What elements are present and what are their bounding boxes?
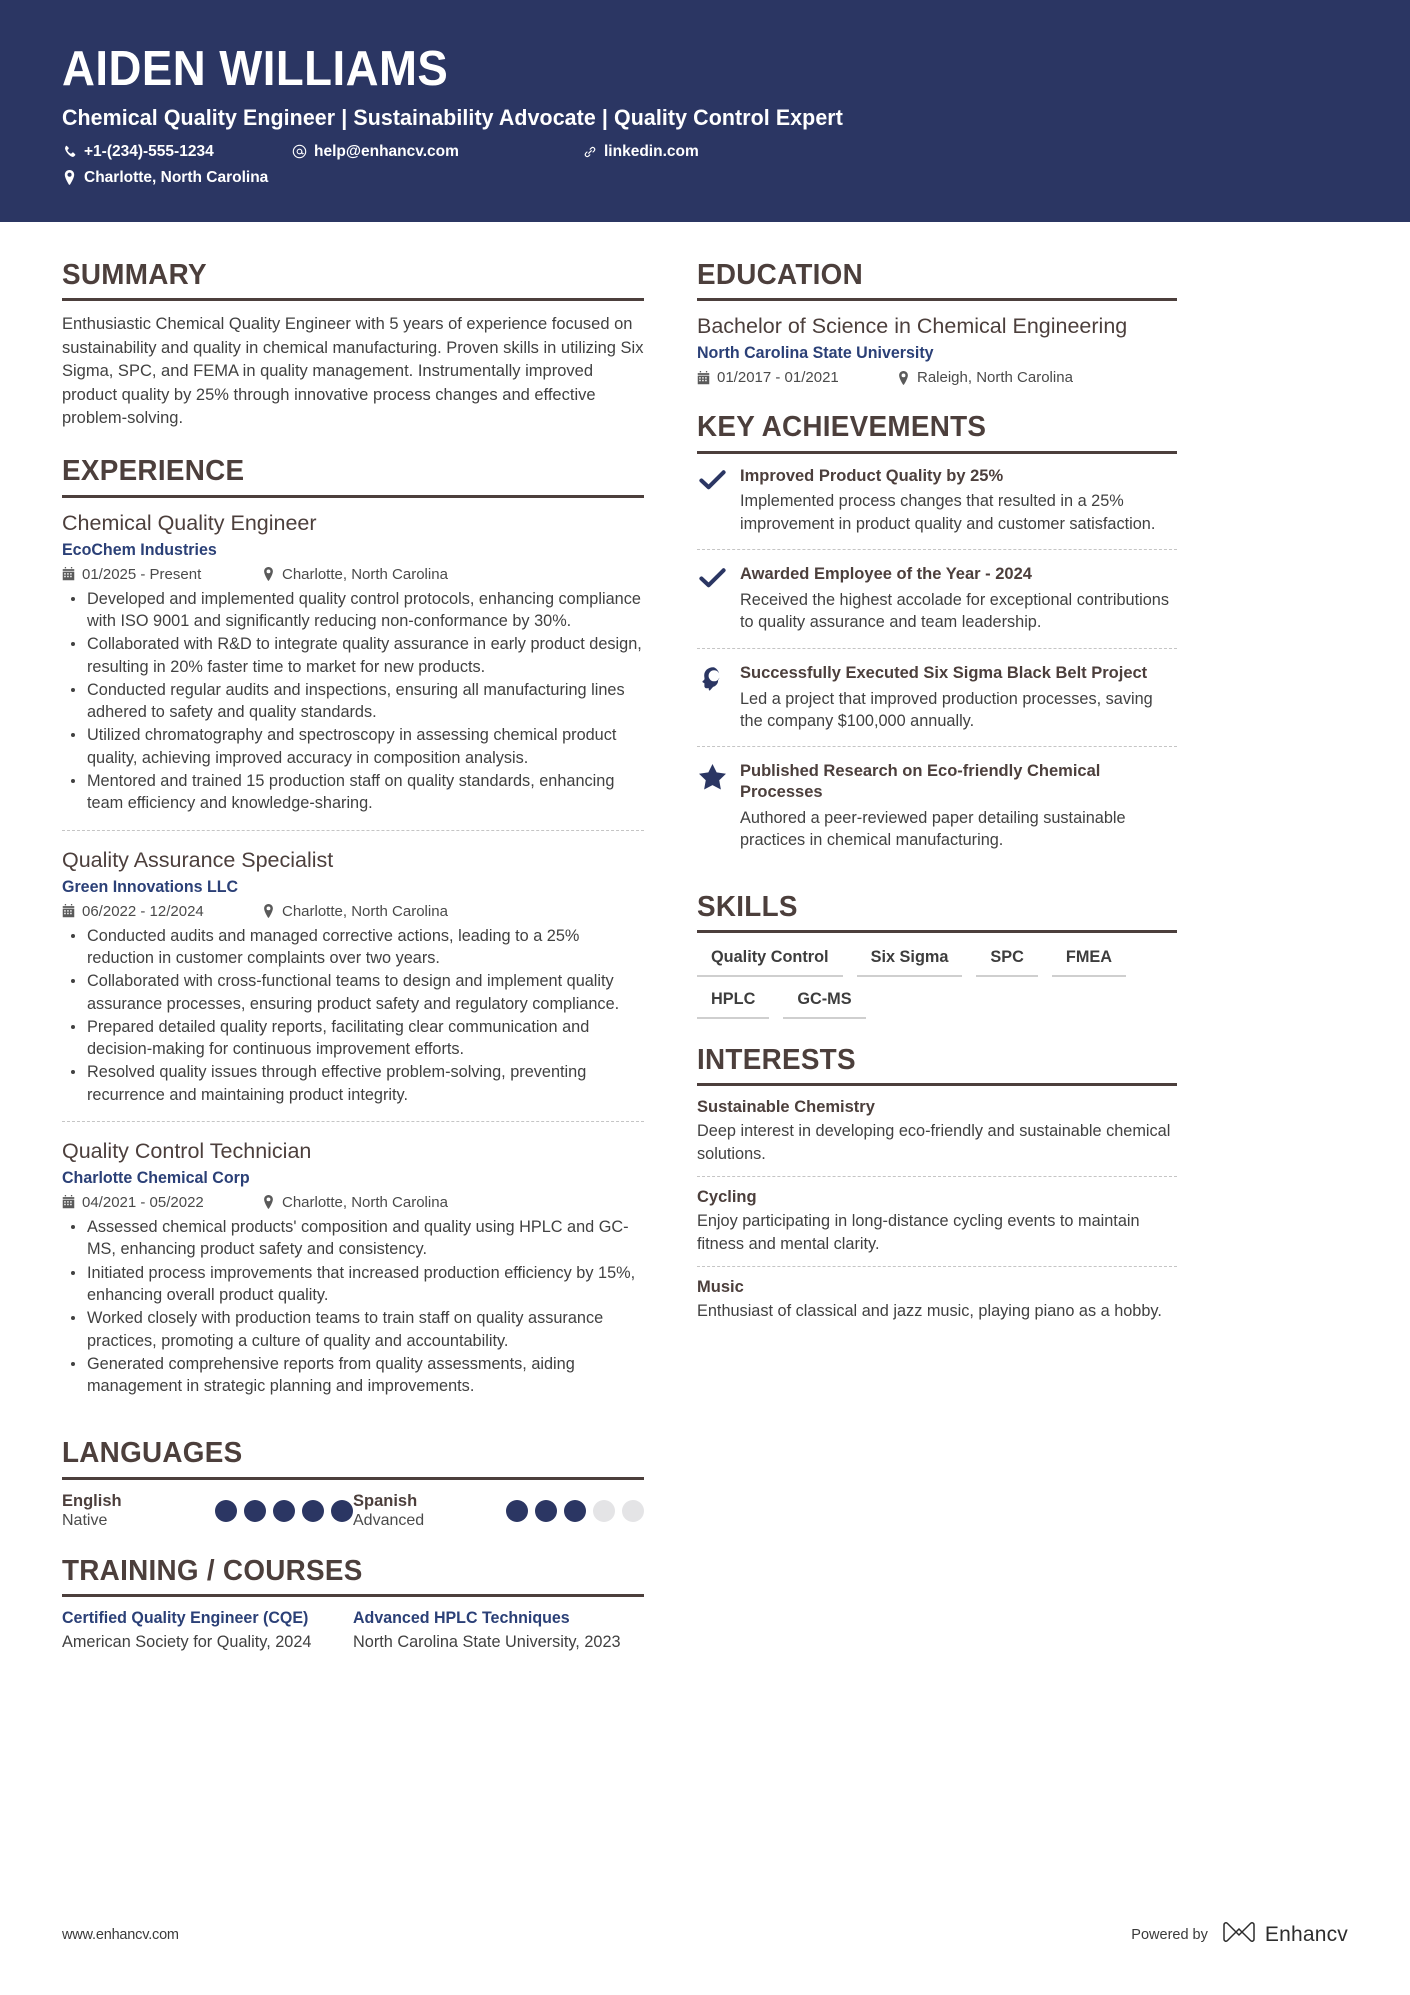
page-title: AIDEN WILLIAMS: [62, 42, 449, 96]
experience-bullet: Worked closely with production teams to train staff on quality assurance practices, promoting a culture of quality and accountability.: [62, 1307, 644, 1352]
experience-heading: EXPERIENCE: [62, 455, 245, 488]
experience-bullet: Generated comprehensive reports from quality assessments, aiding management in strategic planning and improvements.: [62, 1353, 644, 1398]
achievement-description: Implemented process changes that resulted in a 25% improvement in product quality and customer satisfaction.: [740, 492, 1156, 533]
achievement-body: [740, 466, 1177, 536]
job-meta: [62, 566, 644, 583]
education-list: [697, 313, 1177, 386]
education-entry: [697, 313, 1177, 386]
job-location: [262, 566, 448, 583]
job-meta: [62, 903, 644, 920]
education-location: [897, 369, 1073, 386]
experience-bullet: Conducted audits and managed corrective actions, leading to a 25% reduction in customer complaints over two years.: [62, 925, 644, 970]
job-company: EcoChem Industries: [62, 540, 217, 559]
job-location-value: Charlotte, North Carolina: [282, 902, 448, 920]
link-icon: [582, 144, 597, 159]
training-name: Certified Quality Engineer (CQE): [62, 1609, 309, 1628]
achievement-body: [740, 761, 1177, 851]
section-divider: [62, 298, 644, 301]
skill-chip: FMEA: [1052, 945, 1126, 977]
footer-url[interactable]: www.enhancv.com: [62, 1926, 179, 1943]
job-dates-value: 06/2022 - 12/2024: [82, 902, 204, 920]
contact-row-secondary: [62, 169, 1348, 187]
resume-header: [0, 0, 1410, 222]
proficiency-dot: [215, 1500, 237, 1522]
language-info: [353, 1492, 506, 1530]
job-dates: [62, 1194, 262, 1211]
section-achievements: [697, 412, 1177, 865]
achievement-entry: [697, 466, 1177, 550]
job-dates: [62, 903, 262, 920]
professional-headline: Chemical Quality Engineer | Sustainability Advocate | Quality Control Expert: [62, 104, 843, 130]
star-icon: [697, 761, 727, 851]
skill-chip: GC-MS: [783, 987, 865, 1019]
interest-name: Sustainable Chemistry: [697, 1098, 875, 1117]
interests-list: [697, 1098, 1177, 1333]
location-pin-icon: [897, 371, 910, 385]
location-icon: [62, 170, 77, 185]
enhancv-wordmark: Enhancv: [1264, 1922, 1348, 1946]
skills-heading: SKILLS: [697, 890, 798, 923]
contact-email-value: help@enhancv.com: [314, 142, 459, 160]
proficiency-dot: [331, 1500, 353, 1522]
language-entry: [62, 1492, 353, 1530]
training-provider: American Society for Quality, 2024: [62, 1633, 312, 1652]
check-icon: [697, 564, 727, 634]
achievement-entry: [697, 549, 1177, 648]
section-divider: [62, 1594, 644, 1597]
contact-location-value: Charlotte, North Carolina: [84, 168, 269, 186]
resume-body: [0, 222, 1410, 1678]
section-divider: [697, 930, 1177, 933]
proficiency-dot: [273, 1500, 295, 1522]
phone-icon: [62, 144, 77, 159]
languages-list: [62, 1492, 644, 1530]
right-column: [672, 222, 1177, 1678]
achievement-description: Authored a peer-reviewed paper detailing sustainable practices in chemical manufacturing.: [740, 808, 1126, 850]
contact-linkedin-value: linkedin.com: [604, 142, 699, 160]
achievement-body: [740, 663, 1177, 733]
language-name: English: [62, 1491, 122, 1510]
achievement-description: Led a project that improved production processes, saving the company $100,000 annually.: [740, 689, 1153, 730]
section-experience: [62, 456, 644, 1412]
job-location: [262, 1194, 448, 1211]
section-divider: [62, 495, 644, 498]
section-skills: [697, 892, 1177, 1019]
proficiency-dot: [622, 1500, 644, 1522]
language-level: Advanced: [353, 1511, 425, 1529]
language-rating: [215, 1500, 353, 1522]
interest-name: Music: [697, 1278, 744, 1297]
skill-chip: HPLC: [697, 987, 769, 1019]
check-icon: [697, 466, 727, 536]
interest-name: Cycling: [697, 1188, 757, 1207]
experience-bullet: Prepared detailed quality reports, facilitating clear communication and decision-making for continuous improvement efforts.: [62, 1016, 644, 1061]
calendar-icon: [697, 371, 710, 385]
interest-entry: [697, 1098, 1177, 1176]
contact-linkedin[interactable]: [582, 143, 699, 161]
achievement-title: Published Research on Eco-friendly Chemical Processes: [740, 762, 1101, 802]
achievement-title: Improved Product Quality by 25%: [740, 466, 1004, 485]
experience-bullet: Collaborated with R&D to integrate quality assurance in early product design, resulting in 20% faster time to market for new products.: [62, 633, 644, 678]
section-summary: [62, 260, 644, 430]
job-role: Quality Control Technician: [62, 1139, 312, 1164]
achievement-body: [740, 564, 1177, 634]
job-company: Charlotte Chemical Corp: [62, 1168, 250, 1187]
interest-entry: [697, 1176, 1177, 1266]
proficiency-dot: [244, 1500, 266, 1522]
skill-chip: SPC: [976, 945, 1037, 977]
interests-heading: INTERESTS: [697, 1044, 856, 1077]
language-entry: [353, 1492, 644, 1530]
achievement-title: Successfully Executed Six Sigma Black Belt Project: [740, 663, 1148, 682]
summary-heading: SUMMARY: [62, 259, 207, 291]
job-location-value: Charlotte, North Carolina: [282, 1193, 448, 1211]
location-pin-icon: [262, 567, 275, 581]
calendar-icon: [62, 904, 75, 918]
interest-description: Enjoy participating in long-distance cycling events to maintain fitness and mental clarity.: [697, 1212, 1140, 1253]
job-dates: [62, 566, 262, 583]
job-role: Chemical Quality Engineer: [62, 510, 317, 535]
training-entry: [353, 1609, 644, 1652]
section-training: [62, 1556, 644, 1652]
enhancv-logo: [1222, 1921, 1348, 1948]
section-divider: [62, 1477, 644, 1480]
resume-footer: [0, 1921, 1410, 1948]
proficiency-dot: [506, 1500, 528, 1522]
contact-email[interactable]: [292, 143, 582, 161]
skills-list: [697, 945, 1177, 1019]
contact-phone[interactable]: [62, 143, 292, 161]
achievement-entry: [697, 648, 1177, 747]
training-list: [62, 1609, 644, 1652]
experience-bullet: Conducted regular audits and inspections, ensuring all manufacturing lines adhered to safety and quality standards.: [62, 679, 644, 724]
language-info: [62, 1492, 215, 1530]
footer-branding: [1131, 1921, 1348, 1948]
experience-entry: [62, 1121, 644, 1412]
enhancv-mark-icon: [1222, 1921, 1256, 1948]
experience-bullet: Developed and implemented quality control protocols, enhancing compliance with ISO 9001 and significantly reducing non-conformance by 30%.: [62, 588, 644, 633]
language-level: Native: [62, 1511, 108, 1529]
job-location: [262, 903, 448, 920]
achievement-title: Awarded Employee of the Year - 2024: [740, 565, 1032, 584]
job-dates-value: 04/2021 - 05/2022: [82, 1193, 204, 1211]
section-divider: [697, 1083, 1177, 1086]
experience-bullet: Utilized chromatography and spectroscopy in assessing chemical product quality, achieving improved accuracy in composition analysis.: [62, 724, 644, 769]
experience-entry: [62, 510, 644, 830]
contact-phone-value: +1-(234)-555-1234: [84, 142, 214, 160]
training-entry: [62, 1609, 353, 1652]
section-education: [697, 260, 1177, 386]
experience-entry: [62, 830, 644, 1121]
location-pin-icon: [262, 904, 275, 918]
email-icon: [292, 144, 307, 159]
skill-chip: Six Sigma: [857, 945, 963, 977]
training-provider: North Carolina State University, 2023: [353, 1633, 621, 1652]
education-dates: [697, 369, 897, 386]
proficiency-dot: [593, 1500, 615, 1522]
language-rating: [506, 1500, 644, 1522]
contact-row-primary: [62, 143, 1348, 161]
proficiency-dot: [302, 1500, 324, 1522]
contact-location: [62, 169, 292, 187]
achievements-heading: KEY ACHIEVEMENTS: [697, 411, 987, 444]
achievement-description: Received the highest accolade for exceptional contributions to quality assurance and team leadership.: [740, 590, 1170, 632]
calendar-icon: [62, 1195, 75, 1209]
job-meta: [62, 1194, 644, 1211]
job-location-value: Charlotte, North Carolina: [282, 565, 448, 583]
training-heading: TRAINING / COURSES: [62, 1554, 363, 1587]
interest-entry: [697, 1266, 1177, 1333]
education-heading: EDUCATION: [697, 259, 864, 291]
experience-list: [62, 510, 644, 1413]
section-interests: [697, 1045, 1177, 1334]
powered-by-label: Powered by: [1131, 1926, 1208, 1943]
section-languages: [62, 1438, 644, 1529]
job-dates-value: 01/2025 - Present: [82, 565, 202, 583]
interest-description: Deep interest in developing eco-friendly and sustainable chemical solutions.: [697, 1122, 1171, 1163]
education-location-value: Raleigh, North Carolina: [917, 369, 1073, 387]
experience-bullet: Resolved quality issues through effective problem-solving, preventing recurrence and maintaining product integrity.: [62, 1061, 644, 1106]
languages-heading: LANGUAGES: [62, 1437, 243, 1470]
experience-bullet: Assessed chemical products' composition and quality using HPLC and GC-MS, enhancing product safety and consistency.: [62, 1216, 644, 1261]
training-name: Advanced HPLC Techniques: [353, 1609, 570, 1628]
calendar-icon: [62, 567, 75, 581]
section-divider: [697, 451, 1177, 454]
education-meta: [697, 369, 1177, 386]
achievement-entry: [697, 746, 1177, 865]
proficiency-dot: [535, 1500, 557, 1522]
summary-text: Enthusiastic Chemical Quality Engineer with 5 years of experience focused on sustainability and quality in chemical manufacturing. Proven skills in utilizing Six Sigma, SPC, and FEMA in quality management. Instrumentally improved product quality by 25% through innovative process changes and effective problem-solving.: [62, 315, 644, 427]
job-role: Quality Assurance Specialist: [62, 847, 334, 872]
job-bullets: [62, 925, 644, 1107]
head-idea-icon: [697, 663, 727, 733]
interest-description: Enthusiast of classical and jazz music, playing piano as a hobby.: [697, 1302, 1162, 1321]
language-name: Spanish: [353, 1491, 418, 1510]
education-school: North Carolina State University: [697, 344, 934, 363]
experience-bullet: Collaborated with cross-functional teams to design and implement quality assurance processes, ensuring product safety and regulatory compliance.: [62, 970, 644, 1015]
experience-bullet: Mentored and trained 15 production staff on quality standards, enhancing team efficiency and knowledge-sharing.: [62, 770, 644, 815]
job-company: Green Innovations LLC: [62, 877, 239, 896]
job-bullets: [62, 588, 644, 815]
education-degree: Bachelor of Science in Chemical Engineering: [697, 314, 1128, 339]
achievements-list: [697, 466, 1177, 866]
left-column: [62, 222, 672, 1678]
section-divider: [697, 298, 1177, 301]
education-dates-value: 01/2017 - 01/2021: [717, 369, 839, 387]
skill-chip: Quality Control: [697, 945, 843, 977]
location-pin-icon: [262, 1195, 275, 1209]
proficiency-dot: [564, 1500, 586, 1522]
experience-bullet: Initiated process improvements that increased production efficiency by 15%, enhancing overall product quality.: [62, 1262, 644, 1307]
job-bullets: [62, 1216, 644, 1398]
